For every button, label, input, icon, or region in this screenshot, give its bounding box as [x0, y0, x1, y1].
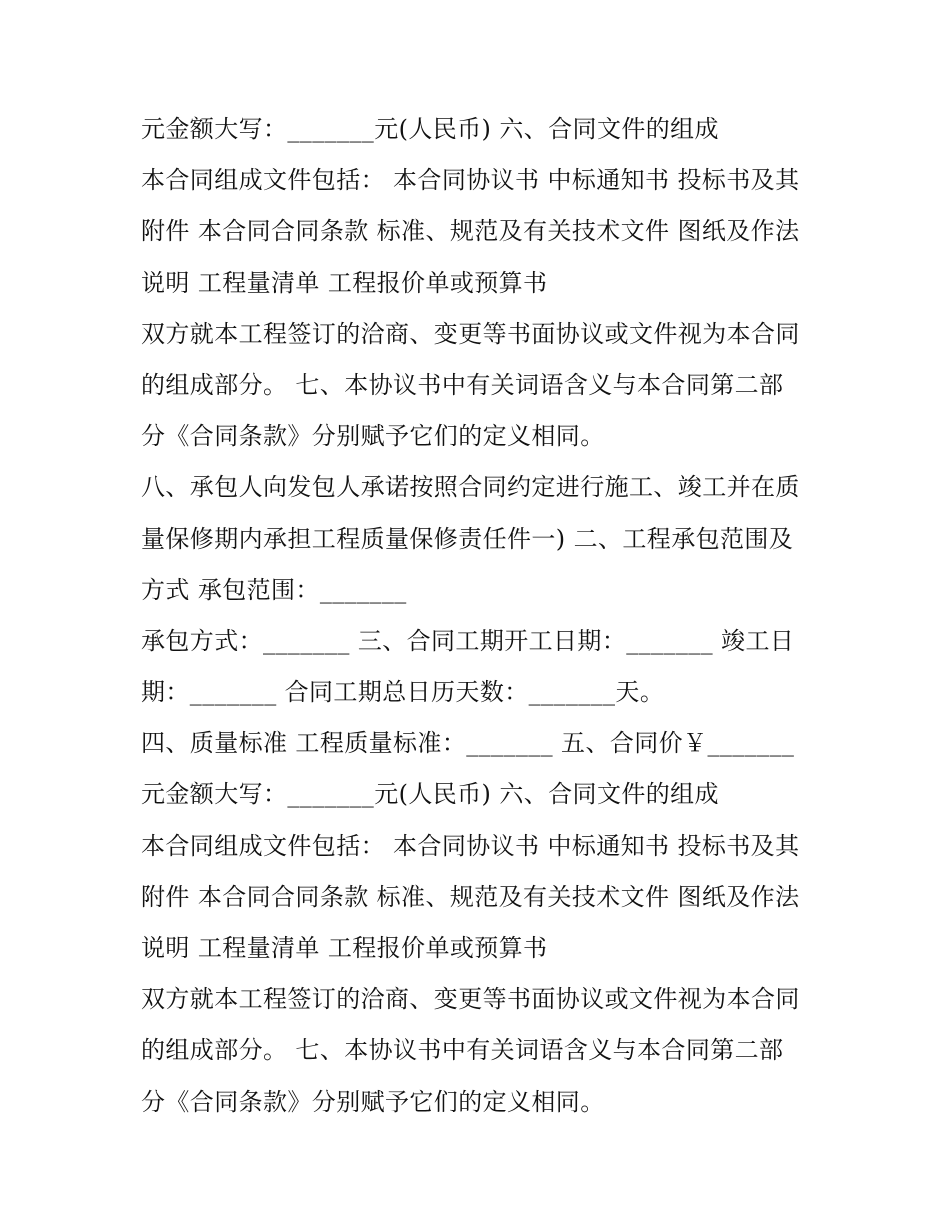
text-line: 分《合同条款》分别赋予它们的定义相同。	[141, 422, 605, 451]
text-line: 本合同组成文件包括： 本合同协议书 中标通知书 投标书及其	[141, 831, 800, 860]
text-line: 八、承包人向发包人承诺按照合同约定进行施工、竣工并在质	[141, 473, 800, 502]
text-line: 元金额大写：_______元(人民币) 六、合同文件的组成	[141, 780, 719, 809]
text-line: 期：_______ 合同工期总日历天数：_______天。	[141, 678, 665, 707]
text-line: 附件 本合同合同条款 标准、规范及有关技术文件 图纸及作法	[141, 882, 800, 911]
text-line: 量保修期内承担工程质量保修责任件一) 二、工程承包范围及	[141, 524, 794, 553]
document-body	[141, 104, 821, 1128]
text-line: 附件 本合同合同条款 标准、规范及有关技术文件 图纸及作法	[141, 217, 800, 246]
text-line: 的组成部分。 七、本协议书中有关词语含义与本合同第二部	[141, 1036, 784, 1065]
text-line: 说明 工程量清单 工程报价单或预算书	[141, 934, 548, 962]
text-line: 的组成部分。 七、本协议书中有关词语含义与本合同第二部	[141, 370, 784, 399]
text-line: 双方就本工程签订的洽商、变更等书面协议或文件视为本合同	[141, 985, 800, 1014]
text-line: 承包方式：_______ 三、合同工期开工日期：_______ 竣工日	[141, 626, 795, 655]
text-line: 四、质量标准 工程质量标准：_______ 五、合同价￥_______	[141, 729, 795, 758]
text-line: 双方就本工程签订的洽商、变更等书面协议或文件视为本合同	[141, 319, 800, 348]
text-line: 说明 工程量清单 工程报价单或预算书	[141, 268, 548, 297]
text-line: 元金额大写：_______元(人民币) 六、合同文件的组成	[141, 115, 719, 143]
text-line: 方式 承包范围：_______	[141, 575, 407, 604]
text-line: 分《合同条款》分别赋予它们的定义相同。	[141, 1087, 605, 1116]
text-line: 本合同组成文件包括： 本合同协议书 中标通知书 投标书及其	[141, 166, 800, 195]
